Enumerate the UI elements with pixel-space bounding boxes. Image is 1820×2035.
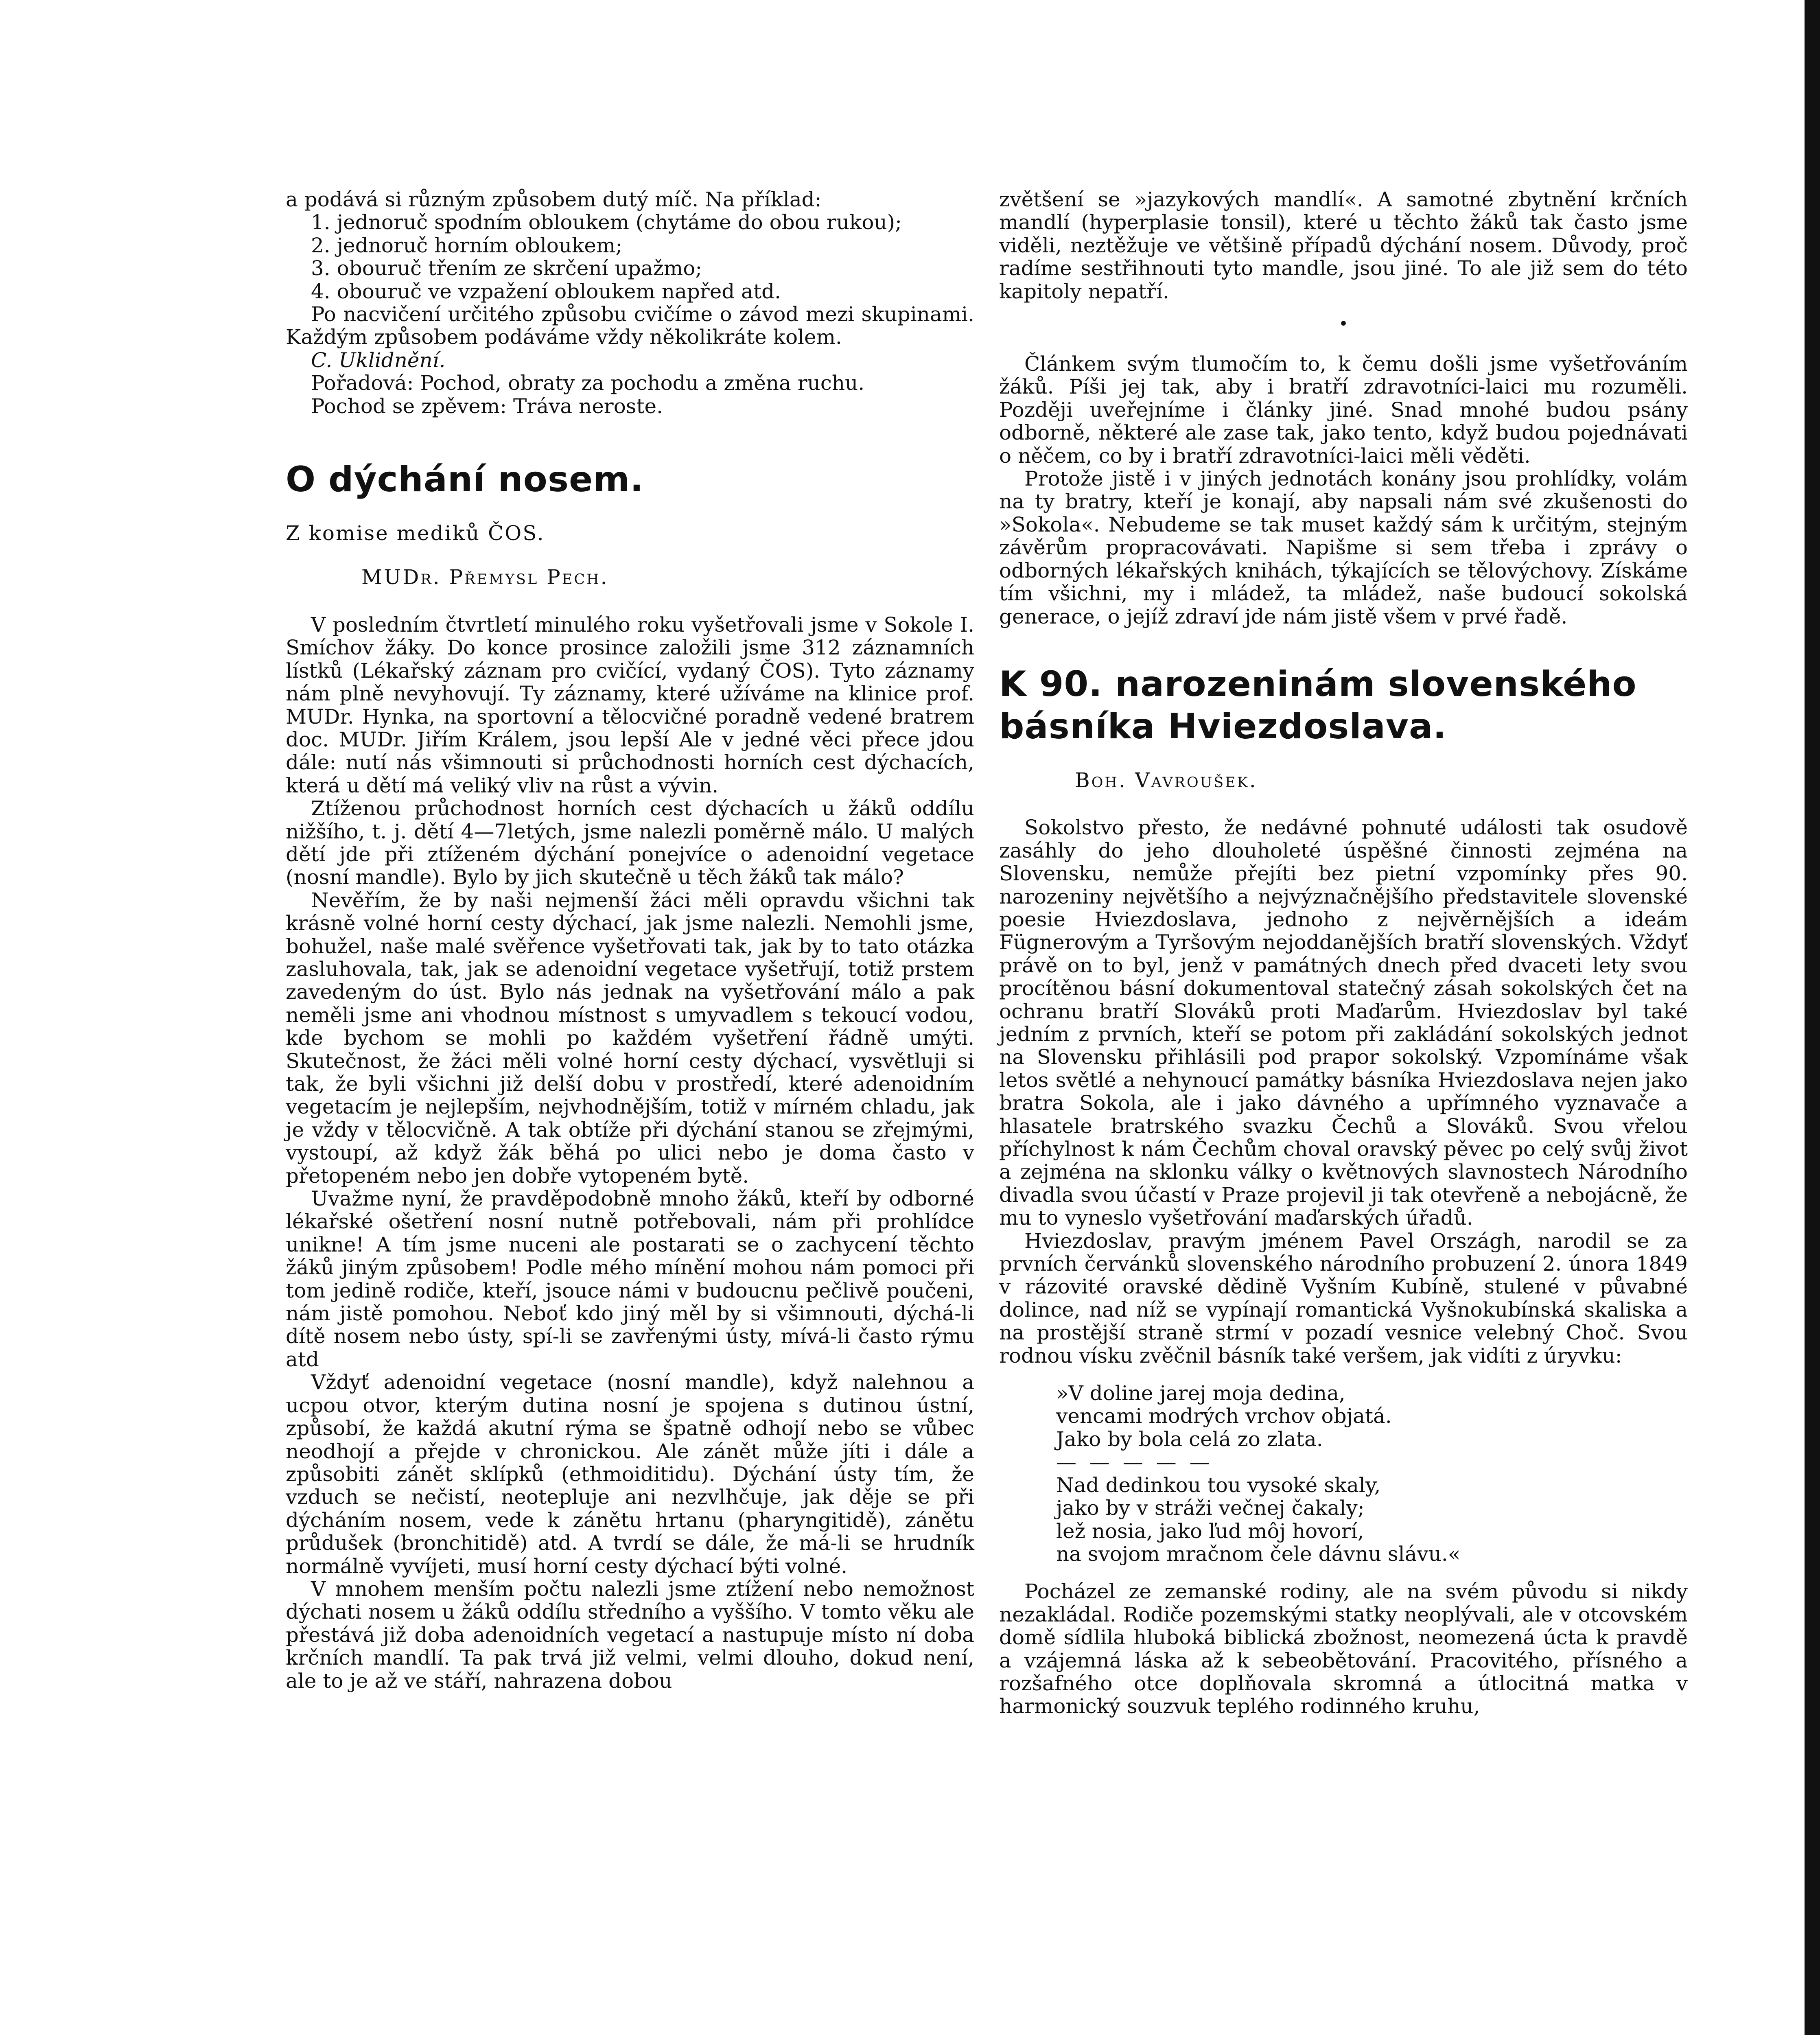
method-item-2: 2. jednoruč horním obloukem;	[311, 233, 623, 257]
poem-excerpt	[1056, 1382, 1688, 1565]
poem-line: jako by v stráži večnej čakaly;	[1056, 1496, 1365, 1520]
right-column	[999, 188, 1688, 1718]
method-item-3: 3. obouruč třením ze skrčení upažmo;	[311, 256, 702, 280]
breathing-closing-paragraph-1: Článkem svým tlumočím to, k čemu došli jsme vyšetřováním žáků. Píši jej tak, aby i bratří zdravotníci-laici mu rozuměli. Později uveřejníme i články jiné. Snad mnohé budou psány odborně, některé ale zase tak, jako tento, když budou pojednávati o něčem, co by i bratří zdravotníci-laici měli věděti.	[999, 352, 1688, 468]
breathing-paragraph-5: Vždyť adenoidní vegetace (nosní mandle), když nalehnou a ucpou otvor, kterým dutina nosní je spojena s dutinou ústní, způsobí, že každá akutní rýma se špatně odhojí nebo se vůbec neodhojí a přejde v chronickou. Ale zánět může jíti i dále a způsobiti zánět sklípků (ethmoiditidu). Dýchání ústy tím, že vzduch se nečistí, neotepluje ani nezvlhčuje, jak děje se při dýcháním nosem, vede k zánětu hrtanu (pharyngitidě), zánětu průdušek (bronchitidě) atd. A tvrdí se dále, že má-li se hrudník normálně vyvíjeti, musí horní cesty dýchací býti volné.	[286, 1370, 974, 1578]
article-author-hviezdoslav: Boh. Vavroušek.	[1075, 768, 1258, 792]
title-line-1: K 90. narozeninám slovenského	[999, 663, 1637, 705]
breathing-closing-paragraph-2: Protože jistě i v jiných jednotách konány jsou prohlídky, volám na ty bratry, kteří je konají, aby napsali nám své zkušenosti do »Sokola«. Nebudeme se tak muset každý sám k určitým, stejným závěrům propracovávati. Napišme si sem třeba i zprávy o odborných lékařských knihách, týkajících se tělovýchovy. Získáme tím všichni, my i mládež, ta mládež, naše budoucí sokolská generace, o jejíž zdraví jde nám jistě všem v prvé řadě.	[999, 467, 1688, 628]
article-subtitle-breathing: Z komise mediků ČOS.	[286, 521, 545, 545]
section-c-heading	[286, 349, 974, 372]
method-item-4: 4. obouruč ve vzpažení obloukem napřed atd.	[311, 279, 781, 303]
left-column	[286, 188, 974, 1692]
breathing-continuation: zvětšení se »jazykových mandlí«. A samotné zbytnění krčních mandlí (hyperplasie tonsil), které u těchto žáků tak často jsme viděli, neztěžuje ve většině případů dýchání nosem. Důvody, proč radíme sestřihnouti tyto mandle, jsou jiné. To ale již sem do této kapitoly nepatří.	[999, 188, 1688, 303]
breathing-paragraph-4: Uvažme nyní, že pravděpodobně mnoho žáků, kteří by odborné lékařské ošetření nosní nutně potřebovali, nám při prohlídce unikne! A tím jsme nuceni ale postarati se o zachycení těchto žáků jiným způsobem! Podle mého mínění mohou nám pomoci při tom jedině rodiče, kteří, jsouce námi v budoucnu pečlivě poučeni, nám jistě pomohou. Neboť kdo jiný měl by si všimnouti, dýchá-li dítě nosem nebo ústy, spí-li se zavřenými ústy, mívá-li často rýmu atd	[286, 1187, 974, 1371]
poem-line: Nad dedinkou tou vysoké skaly,	[1056, 1473, 1381, 1497]
race-paragraph: Po nacvičení určitého způsobu cvičíme o závod mezi skupinami. Každým způsobem podáváme vždy několikráte kolem.	[286, 302, 974, 349]
article-author-breathing: MUDr. Přemysl Pech.	[361, 565, 609, 589]
poem-dashes: — — — — —	[1056, 1450, 1213, 1474]
title-line-2: básníka Hviezdoslava.	[999, 706, 1447, 747]
spacer	[286, 589, 974, 613]
intro-text: a podává si různým způsobem dutý míč. Na příklad:	[286, 188, 822, 211]
section-c-label: C. Uklidnění.	[311, 348, 446, 372]
breathing-paragraph-6: V mnohem menším počtu nalezli jsme ztížení nebo nemožnost dýchati nosem u žáků oddílu středního a vyššího. V tomto věku ale přestává již doba adenoidních vegetací a nastupuje místo ní doba krčních mandlí. Ta pak trvá již velmi, velmi dlouho, dokud není, ale to je až ve stáří, nahrazena dobou	[286, 1577, 974, 1693]
poem-line: »V doline jarej moja dedina,	[1056, 1381, 1345, 1405]
article-title-hviezdoslav	[999, 663, 1688, 748]
hviezdoslav-closing-paragraph: Pocházel ze zemanské rodiny, ale na svém původu si nikdy nezakládal. Rodiče pozemskými statky neoplývali, ale v otcovském domě sídlila hluboká biblická zbožnost, neomezená úcta k pravdě a vzájemná láska až k sebeobětování. Pracovitého, přísného a rozšafného otce doplňovala skromná a útlocitná matka v harmonický souzvuk teplého rodinného kruhu,	[999, 1580, 1688, 1718]
poem-line: Jako by bola celá zo zlata.	[1056, 1427, 1323, 1451]
article-title-breathing: O dýchání nosem.	[286, 459, 644, 500]
method-item-1: 1. jednoruč spodním obloukem (chytáme do obou rukou);	[311, 210, 902, 234]
poem-line: vencami modrých vrchov objatá.	[1056, 1404, 1392, 1428]
page-edge-shadow	[1805, 0, 1820, 2035]
hviezdoslav-paragraph-1: Sokolstvo přesto, že nedávné pohnuté události tak osudově zasáhly do jeho dlouholeté úspěšné činnosti zejména na Slovensku, nemůže přejíti bez pietní vzpomínky přes 90. narozeniny největšího a nejvýznačnějšího představitele slovenské poesie Hviezdoslava, jednoho z nejvěrnějších a ideám Fügnerovým a Tyršovým nejoddanějších bratří slovenských. Vždyť právě on to byl, jenž v památných dnech před dvaceti lety svou procítěnou básní dokumentoval statečný zásah sokolských čet na ochranu bratří Slováků proti Maďarům. Hviezdoslav byl také jedním z prvních, kteří se potom při zakládání sokolských jednot na Slovensku přihlásili pod prapor sokolský. Vzpomínáme však letos světlé a nehynoucí památky básníka Hviezdoslava nejen jako bratra Sokola, ale i jako dávného a upřímného vyznavače a hlasatele bratrského svazku Čechů a Slováků. Svou vřelou příchylnost k nám Čechům choval oravský pěvec po celý svůj život a zejména na sklonku války o květnových slavnostech Národního divadla svou účastí v Praze projevil ji tak otevřeně a nebojácně, že mu to vyneslo vyšetřování maďarských úřadů.	[999, 816, 1688, 1230]
bullet-separator: •	[1339, 315, 1348, 334]
poem-line: na svojom mračnom čele dávnu slávu.«	[1056, 1542, 1461, 1566]
breathing-paragraph-3: Nevěřím, že by naši nejmenší žáci měli opravdu všichni tak krásně volné horní cesty dýchací, jak jsme nalezli. Nemohli jsme, bohužel, naše malé svěřence vyšetřovati tak, jak by to tato otázka zasluhovala, tak, jak se adenoidní vegetace vyšetřují, totiž prstem zavedeným do úst. Bylo nás jednak na vyšetřování málo a pak neměli jsme ani vhodnou místnost s umyvadlem s tekoucí vodou, kde bychom se mohli po každém vyšetření řádně umýti. Skutečnost, že žáci měli volné horní cesty dýchací, vysvětluji si tak, že byli všichni již delší dobu v prostředí, které adenoidním vegetacím je nejlepším, nejvhodnějším, totiž v mírném chladu, jak je vždy v tělocvičně. A tak obtíže při dýchání stanou se zřejmými, vystoupí, až když žák běhá po ulici nebo je doma často v přetopeném nebo jen dobře vytopeném bytě.	[286, 888, 974, 1188]
poem-line: lež nosia, jako ľud môj hovorí,	[1056, 1519, 1364, 1543]
hviezdoslav-paragraph-2: Hviezdoslav, pravým jménem Pavel Országh, narodil se za prvních červánků slovenského národního probuzení 2. února 1849 v rázovité oravské dědině Vyšním Kubíně, stulené v půvabné dolince, nad níž se vypínají romantická Vyšnokubínská skaliska a na prostější straně strmí v pozadí vesnice velebný Choč. Svou rodnou vísku zvěčnil básník také veršem, jak vidíti z úryvku:	[999, 1229, 1688, 1368]
breathing-paragraph-1: V posledním čtvrtletí minulého roku vyšetřovali jsme v Sokole I. Smíchov žáky. Do konce prosince založili jsme 312 záznamních lístků (Lékařský záznam pro cvičící, vydaný ČOS). Tyto záznamy nám plně nevyhovují. Ty záznamy, které užíváme na klinice prof. MUDr. Hynka, na sportovní a tělocvičné poradně vedené bratrem doc. MUDr. Jiřím Králem, jsou lepší Ale v jedné věci přece jdou dále: nutí nás všimnouti si průchodnosti horních cest dýchacích, která u dětí má veliký vliv na růst a vývin.	[286, 613, 974, 797]
pochod-paragraph: Pochod se zpěvem: Tráva neroste.	[311, 394, 663, 418]
breathing-paragraph-2: Ztíženou průchodnost horních cest dýchacích u žáků oddílu nižšího, t. j. dětí 4—7letých, jsme nalezli poměrně málo. U malých dětí jde při ztíženém dýchání ponejvíce o adenoidní vegetace (nosní mandle). Bylo by jich skutečně u těch žáků tak málo?	[286, 796, 974, 889]
poradova-paragraph: Pořadová: Pochod, obraty za pochodu a změna ruchu.	[311, 371, 865, 395]
spacer	[999, 792, 1688, 816]
